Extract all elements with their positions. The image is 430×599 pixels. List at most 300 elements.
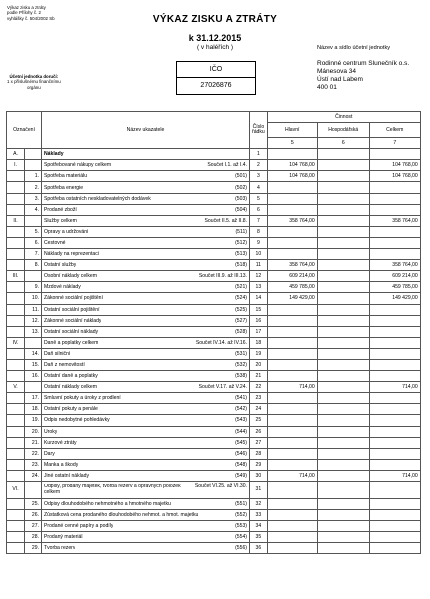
row-value-main: [267, 304, 317, 315]
row-value-economic: [317, 393, 369, 404]
row-value-economic: [317, 304, 369, 315]
row-value-total: [369, 348, 420, 359]
row-value-economic: [317, 459, 369, 470]
row-value-main: [267, 521, 317, 532]
row-value-total: [369, 404, 420, 415]
row-sub-designation: 26.: [25, 510, 42, 521]
row-value-economic: [317, 437, 369, 448]
legal-line: vyhlášky č. 504/2002 Sb: [7, 15, 55, 21]
row-sub-designation: 12.: [25, 315, 42, 326]
row-number: 13: [250, 282, 268, 293]
row-number: 34: [250, 521, 268, 532]
row-designation: [7, 193, 25, 204]
row-designation: [7, 499, 25, 510]
row-sub-designation: 23.: [25, 459, 42, 470]
row-value-main: [267, 337, 317, 348]
row-sub-designation: 21.: [25, 437, 42, 448]
row-account-ref: (527): [235, 317, 247, 324]
row-value-economic: [317, 204, 369, 215]
row-name-cell: [42, 371, 250, 382]
table-row: [7, 326, 421, 337]
row-value-economic: [317, 404, 369, 415]
row-name: Opravy a udržování: [44, 228, 89, 235]
table-row: [7, 337, 421, 348]
row-designation: [7, 237, 25, 248]
row-designation: [7, 459, 25, 470]
row-sub-designation: 22.: [25, 448, 42, 459]
row-value-main: [267, 182, 317, 193]
row-account-ref: (548): [235, 461, 247, 468]
table-row: [7, 482, 421, 499]
table-row: [7, 315, 421, 326]
row-value-total: [369, 521, 420, 532]
row-name: Spotřeba energie: [44, 184, 84, 191]
table-row: [7, 543, 421, 554]
row-account-ref: (549): [235, 472, 247, 479]
row-name: Ostatní sociální náklady: [44, 328, 99, 335]
col-economic: Hospodářská: [317, 123, 369, 138]
row-value-total: 358 764,00: [369, 260, 420, 271]
row-account-ref: (532): [235, 362, 247, 369]
entity-address: [317, 60, 409, 92]
row-value-total: [369, 532, 420, 543]
col-num-7: 7: [369, 138, 420, 149]
row-number: 19: [250, 348, 268, 359]
row-number: 11: [250, 260, 268, 271]
row-designation: [7, 521, 25, 532]
row-name-cell: [42, 226, 250, 237]
row-account-ref: (524): [235, 295, 247, 302]
row-name-cell: [42, 359, 250, 370]
row-name-cell: [42, 543, 250, 554]
row-name-cell: [42, 204, 250, 215]
row-value-total: [369, 182, 420, 193]
row-value-total: 714,00: [369, 382, 420, 393]
row-number: 3: [250, 171, 268, 182]
row-number: 28: [250, 448, 268, 459]
row-value-total: [369, 448, 420, 459]
row-value-main: [267, 532, 317, 543]
row-designation: [7, 326, 25, 337]
row-value-economic: [317, 226, 369, 237]
row-value-main: 149 429,00: [267, 293, 317, 304]
row-designation: [7, 437, 25, 448]
row-value-total: [369, 149, 420, 160]
row-sub-designation: 15.: [25, 359, 42, 370]
col-num-5: 5: [267, 138, 317, 149]
row-account-ref: Součet V.17. až V.24.: [198, 384, 247, 391]
table-row: [7, 237, 421, 248]
row-number: 27: [250, 437, 268, 448]
row-name: Odpisy dlouhodobého nehmotného a hmotného majetku: [44, 501, 171, 508]
report-date: k 31.12.2015: [188, 33, 242, 43]
row-number: 14: [250, 293, 268, 304]
row-name-cell: [42, 282, 250, 293]
row-number: 12: [250, 271, 268, 282]
table-row: [7, 371, 421, 382]
table-row: [7, 415, 421, 426]
row-number: 23: [250, 393, 268, 404]
table-row: [7, 193, 421, 204]
row-name: Smluvní pokuty a úroky z prodlení: [44, 395, 121, 402]
row-account-ref: (551): [235, 501, 247, 508]
row-value-main: [267, 204, 317, 215]
row-account-ref: (521): [235, 284, 247, 291]
legal-line: podle Přílohy č. 2: [7, 10, 41, 16]
row-designation: [7, 470, 25, 481]
row-name: Prodaný materiál: [44, 534, 83, 541]
table-row: [7, 249, 421, 260]
row-number: 2: [250, 160, 268, 171]
row-value-main: [267, 426, 317, 437]
table-row: [7, 359, 421, 370]
row-value-economic: [317, 193, 369, 204]
row-value-total: [369, 193, 420, 204]
row-value-total: [369, 326, 420, 337]
row-value-total: 609 214,00: [369, 271, 420, 282]
row-value-main: [267, 393, 317, 404]
row-value-economic: [317, 348, 369, 359]
row-value-main: [267, 404, 317, 415]
table-row: [7, 448, 421, 459]
row-value-main: [267, 437, 317, 448]
row-value-main: [267, 348, 317, 359]
table-row: [7, 521, 421, 532]
delivery-label: Účetní jednotka doručí:: [9, 74, 59, 79]
table-row: [7, 171, 421, 182]
row-value-total: [369, 204, 420, 215]
row-account-ref: (511): [235, 228, 247, 235]
col-name: Název ukazatele: [42, 112, 250, 149]
row-designation: [7, 510, 25, 521]
row-name-cell: [42, 459, 250, 470]
row-value-total: [369, 237, 420, 248]
row-sub-designation: [25, 160, 42, 171]
row-name: Odpis nedobytné pohledávky: [44, 417, 110, 424]
row-sub-designation: 9.: [25, 282, 42, 293]
row-sub-designation: 24.: [25, 470, 42, 481]
row-name-cell: [42, 193, 250, 204]
row-name: Ostatní sociální pojištění: [44, 306, 100, 313]
row-value-main: [267, 249, 317, 260]
row-number: 4: [250, 182, 268, 193]
row-value-economic: [317, 521, 369, 532]
row-name: Zákonné sociální náklady: [44, 317, 102, 324]
row-account-ref: (518): [235, 262, 247, 269]
row-value-main: [267, 226, 317, 237]
col-activity: Činnost: [267, 112, 420, 123]
row-account-ref: Součet III.9. až III.13.: [198, 273, 247, 280]
document-title: VÝKAZ ZISKU A ZTRÁTY: [152, 14, 278, 25]
row-account-ref: Součet I.1. až I.4.: [207, 162, 247, 169]
row-sub-designation: 8.: [25, 260, 42, 271]
row-account-ref: [244, 151, 247, 157]
row-name: Spotřeba materiálu: [44, 173, 88, 180]
col-row-number: Číslo řádku: [250, 112, 268, 149]
row-value-total: [369, 415, 420, 426]
table-row: [7, 215, 421, 226]
row-designation: [7, 359, 25, 370]
row-name-cell: [42, 426, 250, 437]
row-sub-designation: [25, 271, 42, 282]
table-row: [7, 459, 421, 470]
row-designation: [7, 260, 25, 271]
row-value-main: [267, 326, 317, 337]
row-name-cell: [42, 470, 250, 481]
row-account-ref: (504): [235, 206, 247, 213]
row-name-cell: [42, 160, 250, 171]
row-value-economic: [317, 371, 369, 382]
row-value-total: [369, 543, 420, 554]
row-sub-designation: 2.: [25, 182, 42, 193]
row-name: Zákonné sociální pojištění: [44, 295, 103, 302]
row-name: Služby celkem: [44, 217, 77, 224]
table-header-row: [7, 112, 421, 123]
row-value-main: [267, 315, 317, 326]
row-name: Náklady: [44, 151, 64, 158]
row-value-total: 149 429,00: [369, 293, 420, 304]
row-name-cell: [42, 437, 250, 448]
row-value-total: [369, 482, 420, 499]
row-name: Osobní náklady celkem: [44, 273, 97, 280]
row-sub-designation: 18.: [25, 404, 42, 415]
row-number: 5: [250, 193, 268, 204]
row-designation: [7, 204, 25, 215]
table-row: [7, 426, 421, 437]
row-value-economic: [317, 415, 369, 426]
row-value-total: [369, 304, 420, 315]
row-number: 29: [250, 459, 268, 470]
row-name-cell: [42, 271, 250, 282]
row-name-cell: [42, 510, 250, 521]
row-name-cell: [42, 293, 250, 304]
row-value-total: [369, 337, 420, 348]
row-account-ref: (512): [235, 239, 247, 246]
row-name: Jiné ostatní náklady: [44, 472, 90, 479]
row-value-main: [267, 459, 317, 470]
row-value-main: 714,00: [267, 470, 317, 481]
row-sub-designation: 10.: [25, 293, 42, 304]
entity-line: Ústí nad Labem: [317, 76, 363, 83]
row-sub-designation: [25, 382, 42, 393]
row-value-main: [267, 371, 317, 382]
row-name-cell: [42, 249, 250, 260]
row-account-ref: (502): [235, 184, 247, 191]
delivery-line: orgánu: [27, 84, 41, 90]
row-designation: [7, 532, 25, 543]
row-value-total: [369, 426, 420, 437]
row-name: Daň silniční: [44, 350, 71, 357]
row-name-cell: [42, 521, 250, 532]
row-account-ref: (556): [235, 545, 247, 552]
row-number: 22: [250, 382, 268, 393]
row-value-main: [267, 359, 317, 370]
row-value-total: 358 764,00: [369, 215, 420, 226]
row-designation: VI.: [7, 482, 25, 499]
row-sub-designation: 27.: [25, 521, 42, 532]
entity-label: Název a sídlo účetní jednotky: [317, 45, 391, 51]
row-account-ref: (544): [235, 428, 247, 435]
row-sub-designation: 25.: [25, 499, 42, 510]
table-row: [7, 510, 421, 521]
row-sub-designation: 14.: [25, 348, 42, 359]
row-name: Ostatní pokuty a penále: [44, 406, 98, 413]
row-value-main: 714,00: [267, 382, 317, 393]
table-row: [7, 532, 421, 543]
row-name-cell: [42, 326, 250, 337]
row-name: Manka a škody: [44, 461, 79, 468]
row-name: Daň z nemovitostí: [44, 362, 85, 369]
row-number: 9: [250, 237, 268, 248]
row-number: 32: [250, 499, 268, 510]
row-value-main: [267, 543, 317, 554]
entity-line: Rodinné centrum Slunečník o.s.: [317, 60, 410, 67]
row-number: 35: [250, 532, 268, 543]
row-value-economic: [317, 215, 369, 226]
row-value-main: [267, 499, 317, 510]
row-value-main: [267, 193, 317, 204]
row-value-total: [369, 371, 420, 382]
row-value-economic: [317, 293, 369, 304]
row-value-main: 358 764,00: [267, 260, 317, 271]
row-name-cell: [42, 237, 250, 248]
row-sub-designation: [25, 337, 42, 348]
row-value-economic: [317, 448, 369, 459]
row-name: Prodané cenné papíry a podíly: [44, 523, 114, 530]
row-sub-designation: 28.: [25, 532, 42, 543]
table-row: [7, 182, 421, 193]
table-row: [7, 226, 421, 237]
row-name-cell: [42, 532, 250, 543]
row-designation: II.: [7, 215, 25, 226]
row-sub-designation: 17.: [25, 393, 42, 404]
row-value-economic: [317, 470, 369, 481]
row-value-economic: [317, 160, 369, 171]
ico-box: [176, 61, 256, 95]
row-value-total: [369, 393, 420, 404]
table-row: [7, 304, 421, 315]
row-designation: [7, 543, 25, 554]
row-sub-designation: 7.: [25, 249, 42, 260]
row-sub-designation: 4.: [25, 204, 42, 215]
row-value-total: [369, 510, 420, 521]
table-row: [7, 160, 421, 171]
row-value-economic: [317, 499, 369, 510]
row-designation: [7, 249, 25, 260]
col-total: Celkem: [369, 123, 420, 138]
row-number: 1: [250, 149, 268, 160]
row-number: 25: [250, 415, 268, 426]
table-row: [7, 204, 421, 215]
row-name-cell: [42, 171, 250, 182]
row-name: Tvorba rezerv: [44, 545, 76, 552]
row-name-cell: [42, 448, 250, 459]
row-value-economic: [317, 271, 369, 282]
row-number: 30: [250, 470, 268, 481]
row-designation: [7, 293, 25, 304]
row-value-economic: [317, 282, 369, 293]
row-designation: [7, 404, 25, 415]
entity-line: Mánesova 34: [317, 68, 357, 75]
row-account-ref: (543): [235, 417, 247, 424]
row-value-total: 459 785,00: [369, 282, 420, 293]
row-designation: [7, 426, 25, 437]
row-value-economic: [317, 337, 369, 348]
row-value-main: 609 214,00: [267, 271, 317, 282]
row-name: Ostatní daně a poplatky: [44, 373, 98, 380]
row-name: Daně a poplatky celkem: [44, 339, 99, 346]
row-name: Ostatní náklady celkem: [44, 384, 97, 391]
row-account-ref: (546): [235, 450, 247, 457]
row-designation: I.: [7, 160, 25, 171]
row-value-total: [369, 249, 420, 260]
row-name: Prodané zboží: [44, 206, 77, 213]
row-value-main: [267, 482, 317, 499]
row-value-total: 104 768,00: [369, 160, 420, 171]
row-account-ref: (531): [235, 350, 247, 357]
table-row: [7, 282, 421, 293]
row-number: 10: [250, 249, 268, 260]
table-row: [7, 149, 421, 160]
row-sub-designation: [25, 482, 42, 499]
row-value-total: [369, 459, 420, 470]
table-row: [7, 271, 421, 282]
row-name-cell: [42, 393, 250, 404]
row-account-ref: (525): [235, 306, 247, 313]
row-value-total: 104 768,00: [369, 171, 420, 182]
delivery-note: [7, 74, 61, 90]
row-number: 15: [250, 304, 268, 315]
entity-line: 400 01: [317, 84, 337, 91]
row-account-ref: Součet II.5. až II.8.: [204, 217, 247, 224]
row-number: 33: [250, 510, 268, 521]
row-designation: [7, 448, 25, 459]
row-value-total: [369, 499, 420, 510]
col-main: Hlavní: [267, 123, 317, 138]
row-designation: [7, 282, 25, 293]
row-value-main: [267, 149, 317, 160]
row-name-cell: [42, 215, 250, 226]
row-sub-designation: 1.: [25, 171, 42, 182]
table-row: [7, 437, 421, 448]
row-designation: III.: [7, 271, 25, 282]
row-number: 31: [250, 482, 268, 499]
row-designation: A.: [7, 149, 25, 160]
row-number: 8: [250, 226, 268, 237]
ico-label: IČO: [177, 62, 255, 78]
row-name-cell: [42, 415, 250, 426]
row-value-economic: [317, 260, 369, 271]
row-value-economic: [317, 382, 369, 393]
currency-unit: ( v haléřích ): [196, 44, 234, 51]
row-number: 26: [250, 426, 268, 437]
row-name: Cestovné: [44, 239, 66, 246]
row-sub-designation: 16.: [25, 371, 42, 382]
col-num-6: 6: [317, 138, 369, 149]
row-number: 17: [250, 326, 268, 337]
row-sub-designation: [25, 215, 42, 226]
row-name-cell: [42, 304, 250, 315]
row-account-ref: (501): [235, 173, 247, 180]
row-name: Náklady na reprezentaci: [44, 251, 99, 258]
row-account-ref: (541): [235, 395, 247, 402]
row-designation: [7, 226, 25, 237]
col-designation: Označení: [7, 112, 42, 149]
row-number: 24: [250, 404, 268, 415]
row-name-cell: [42, 404, 250, 415]
row-value-total: [369, 226, 420, 237]
row-number: 21: [250, 371, 268, 382]
